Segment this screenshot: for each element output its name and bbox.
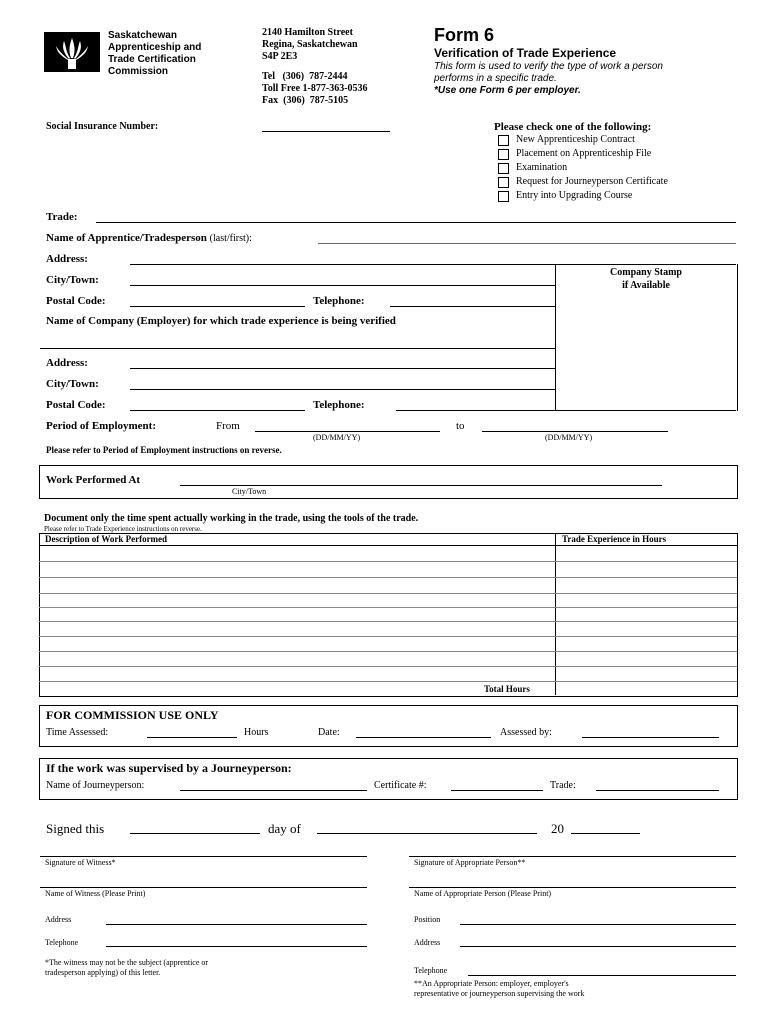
- apprentice-name-label: [46, 232, 252, 244]
- to-date-field[interactable]: [482, 431, 668, 432]
- org-contact: [262, 71, 368, 107]
- work-performed-at-label: Work Performed At: [46, 474, 141, 486]
- witness-telephone-field[interactable]: [106, 946, 367, 947]
- person-address-label: Address: [414, 938, 441, 947]
- company-postal-label: Postal Code:: [46, 399, 106, 411]
- to-label: to: [456, 420, 465, 432]
- witness-name-label: Name of Witness (Please Print): [45, 889, 146, 898]
- work-table-header-rule: [39, 545, 737, 546]
- sin-field[interactable]: [262, 131, 390, 132]
- apprentice-postal-field[interactable]: [130, 306, 305, 307]
- signed-year-field[interactable]: [571, 833, 640, 834]
- company-postal-field[interactable]: [130, 410, 305, 411]
- witness-note-line: *The witness may not be the subject (apprentice or: [45, 958, 209, 967]
- person-signature-field[interactable]: [409, 856, 736, 857]
- col-description-header: Description of Work Performed: [45, 534, 168, 544]
- company-address-field[interactable]: [130, 368, 555, 369]
- signed-this-label: Signed this: [46, 821, 105, 836]
- checkbox-journeyperson-certificate[interactable]: [498, 177, 509, 188]
- checkbox-placement[interactable]: [498, 149, 509, 160]
- from-date-field[interactable]: [255, 431, 440, 432]
- address-line: Regina, Saskatchewan: [262, 39, 358, 50]
- work-row[interactable]: [39, 651, 737, 652]
- address-line: S4P 2E3: [262, 51, 298, 62]
- witness-address-field[interactable]: [106, 924, 367, 925]
- person-signature-label: Signature of Appropriate Person**: [414, 858, 526, 867]
- witness-note-line: tradesperson applying) of this letter.: [45, 968, 161, 977]
- to-date-hint: (DD/MM/YY): [545, 433, 593, 442]
- total-hours-label: Total Hours: [484, 684, 530, 694]
- person-note-line: representative or journeyperson supervising the work: [414, 989, 585, 998]
- work-row[interactable]: [39, 561, 737, 562]
- assessed-by-label: Assessed by:: [500, 727, 552, 738]
- company-telephone-field[interactable]: [396, 410, 736, 411]
- witness-note: [45, 958, 208, 978]
- org-line: Commission: [108, 66, 169, 77]
- work-row[interactable]: [39, 666, 737, 667]
- person-name-field[interactable]: [409, 887, 736, 888]
- form-note: *Use one Form 6 per employer.: [434, 85, 581, 96]
- apprentice-telephone-label: Telephone:: [313, 295, 365, 307]
- from-label: From: [216, 420, 240, 432]
- work-row[interactable]: [39, 681, 737, 682]
- option-label: Request for Journeyperson Certificate: [516, 176, 668, 187]
- person-note-line: **An Appropriate Person: employer, employer's: [414, 979, 569, 988]
- commission-use-title: FOR COMMISSION USE ONLY: [46, 708, 219, 722]
- trade-experience-refer-note: Please refer to Trade Experience instructions on reverse.: [44, 525, 202, 533]
- commission-date-field[interactable]: [356, 737, 491, 738]
- apprentice-name-label-main: Name of Apprentice/Tradesperson: [46, 232, 207, 244]
- trade-label: Trade:: [46, 211, 78, 223]
- supervised-title: If the work was supervised by a Journeyperson:: [46, 761, 292, 775]
- form-description-line: This form is used to verify the type of work a person: [434, 61, 663, 72]
- trade-field[interactable]: [96, 222, 736, 223]
- person-position-label: Position: [414, 915, 441, 924]
- signed-day-field[interactable]: [130, 833, 260, 834]
- work-row[interactable]: [39, 577, 737, 578]
- witness-telephone-label: Telephone: [45, 938, 79, 947]
- work-table-divider: [555, 533, 556, 695]
- work-row[interactable]: [39, 621, 737, 622]
- apprentice-postal-label: Postal Code:: [46, 295, 106, 307]
- checkbox-examination[interactable]: [498, 163, 509, 174]
- col-hours-header: Trade Experience in Hours: [562, 534, 667, 544]
- company-name-field[interactable]: [40, 348, 555, 349]
- person-address-field[interactable]: [460, 946, 736, 947]
- option-label: Placement on Apprenticeship File: [516, 148, 652, 159]
- signed-month-field[interactable]: [317, 833, 537, 834]
- work-performed-at-hint: City/Town: [232, 487, 267, 496]
- work-table: [39, 533, 738, 697]
- sin-label: Social Insurance Number:: [46, 121, 159, 132]
- form-title: Verification of Trade Experience: [434, 46, 617, 60]
- apprentice-name-field[interactable]: [318, 243, 736, 244]
- apprentice-city-field[interactable]: [130, 285, 555, 286]
- certificate-field[interactable]: [451, 790, 543, 791]
- document-note: Document only the time spent actually working in the trade, using the tools of the trade.: [44, 513, 419, 524]
- work-row[interactable]: [39, 593, 737, 594]
- form-number: Form 6: [434, 25, 495, 45]
- period-label: Period of Employment:: [46, 420, 156, 432]
- stamp-line: Company Stamp: [610, 267, 682, 278]
- person-position-field[interactable]: [460, 924, 736, 925]
- witness-address-label: Address: [45, 915, 72, 924]
- company-city-field[interactable]: [130, 389, 555, 390]
- work-performed-at-field[interactable]: [180, 485, 662, 486]
- company-stamp-label: [560, 266, 732, 292]
- hours-label: Hours: [244, 727, 269, 738]
- option-label: Examination: [516, 162, 568, 173]
- work-row[interactable]: [39, 636, 737, 637]
- person-telephone-field[interactable]: [468, 975, 736, 976]
- contact-line: Fax (306) 787-5105: [262, 95, 349, 106]
- assessed-by-field[interactable]: [582, 737, 719, 738]
- supervised-trade-field[interactable]: [596, 790, 719, 791]
- org-line: Trade Certification: [108, 54, 196, 65]
- work-row[interactable]: [39, 607, 737, 608]
- journeyperson-name-label: Name of Journeyperson:: [46, 780, 145, 791]
- check-one-title: Please check one of the following:: [494, 121, 652, 133]
- form-description: [434, 61, 663, 85]
- org-address: [262, 27, 358, 63]
- time-assessed-label: Time Assessed:: [46, 727, 109, 738]
- apprentice-city-label: City/Town:: [46, 274, 99, 286]
- option-label: Entry into Upgrading Course: [516, 190, 633, 201]
- stamp-line: if Available: [622, 280, 670, 291]
- org-name: [108, 30, 201, 78]
- work-performed-at-box: [39, 465, 738, 499]
- period-refer-note: Please refer to Period of Employment instructions on reverse.: [46, 445, 282, 455]
- witness-signature-field[interactable]: [40, 856, 367, 857]
- from-date-hint: (DD/MM/YY): [313, 433, 361, 442]
- witness-signature-label: Signature of Witness*: [45, 858, 116, 867]
- form-description-line: performs in a specific trade.: [434, 73, 557, 84]
- commission-logo: [44, 32, 100, 72]
- option-label: New Apprenticeship Contract: [516, 134, 635, 145]
- company-address-label: Address:: [46, 357, 88, 369]
- wheat-sheaf-icon: [44, 32, 100, 72]
- time-assessed-field[interactable]: [147, 737, 237, 738]
- journeyperson-name-field[interactable]: [180, 790, 367, 791]
- apprentice-address-label: Address:: [46, 253, 88, 265]
- day-of-label: day of: [268, 821, 301, 836]
- person-note: [414, 979, 584, 999]
- person-name-label: Name of Appropriate Person (Please Print): [414, 889, 552, 898]
- company-name-label: Name of Company (Employer) for which trade experience is being verified: [46, 315, 396, 327]
- year-prefix-label: 20: [551, 821, 564, 836]
- address-line: 2140 Hamilton Street: [262, 27, 353, 38]
- contact-line: Toll Free 1-877-363-0536: [262, 83, 368, 94]
- contact-line: Tel (306) 787-2444: [262, 71, 348, 82]
- person-telephone-label: Telephone: [414, 966, 448, 975]
- org-line: Apprenticeship and: [108, 42, 202, 53]
- checkbox-upgrading-course[interactable]: [498, 191, 509, 202]
- apprentice-name-label-suffix: (last/first):: [209, 233, 252, 244]
- company-city-label: City/Town:: [46, 378, 99, 390]
- company-telephone-label: Telephone:: [313, 399, 365, 411]
- witness-name-field[interactable]: [40, 887, 367, 888]
- certificate-label: Certificate #:: [374, 780, 427, 791]
- org-line: Saskatchewan: [108, 30, 177, 41]
- commission-date-label: Date:: [318, 727, 340, 738]
- checkbox-new-apprenticeship[interactable]: [498, 135, 509, 146]
- supervised-trade-label: Trade:: [550, 780, 576, 791]
- apprentice-telephone-field[interactable]: [390, 306, 555, 307]
